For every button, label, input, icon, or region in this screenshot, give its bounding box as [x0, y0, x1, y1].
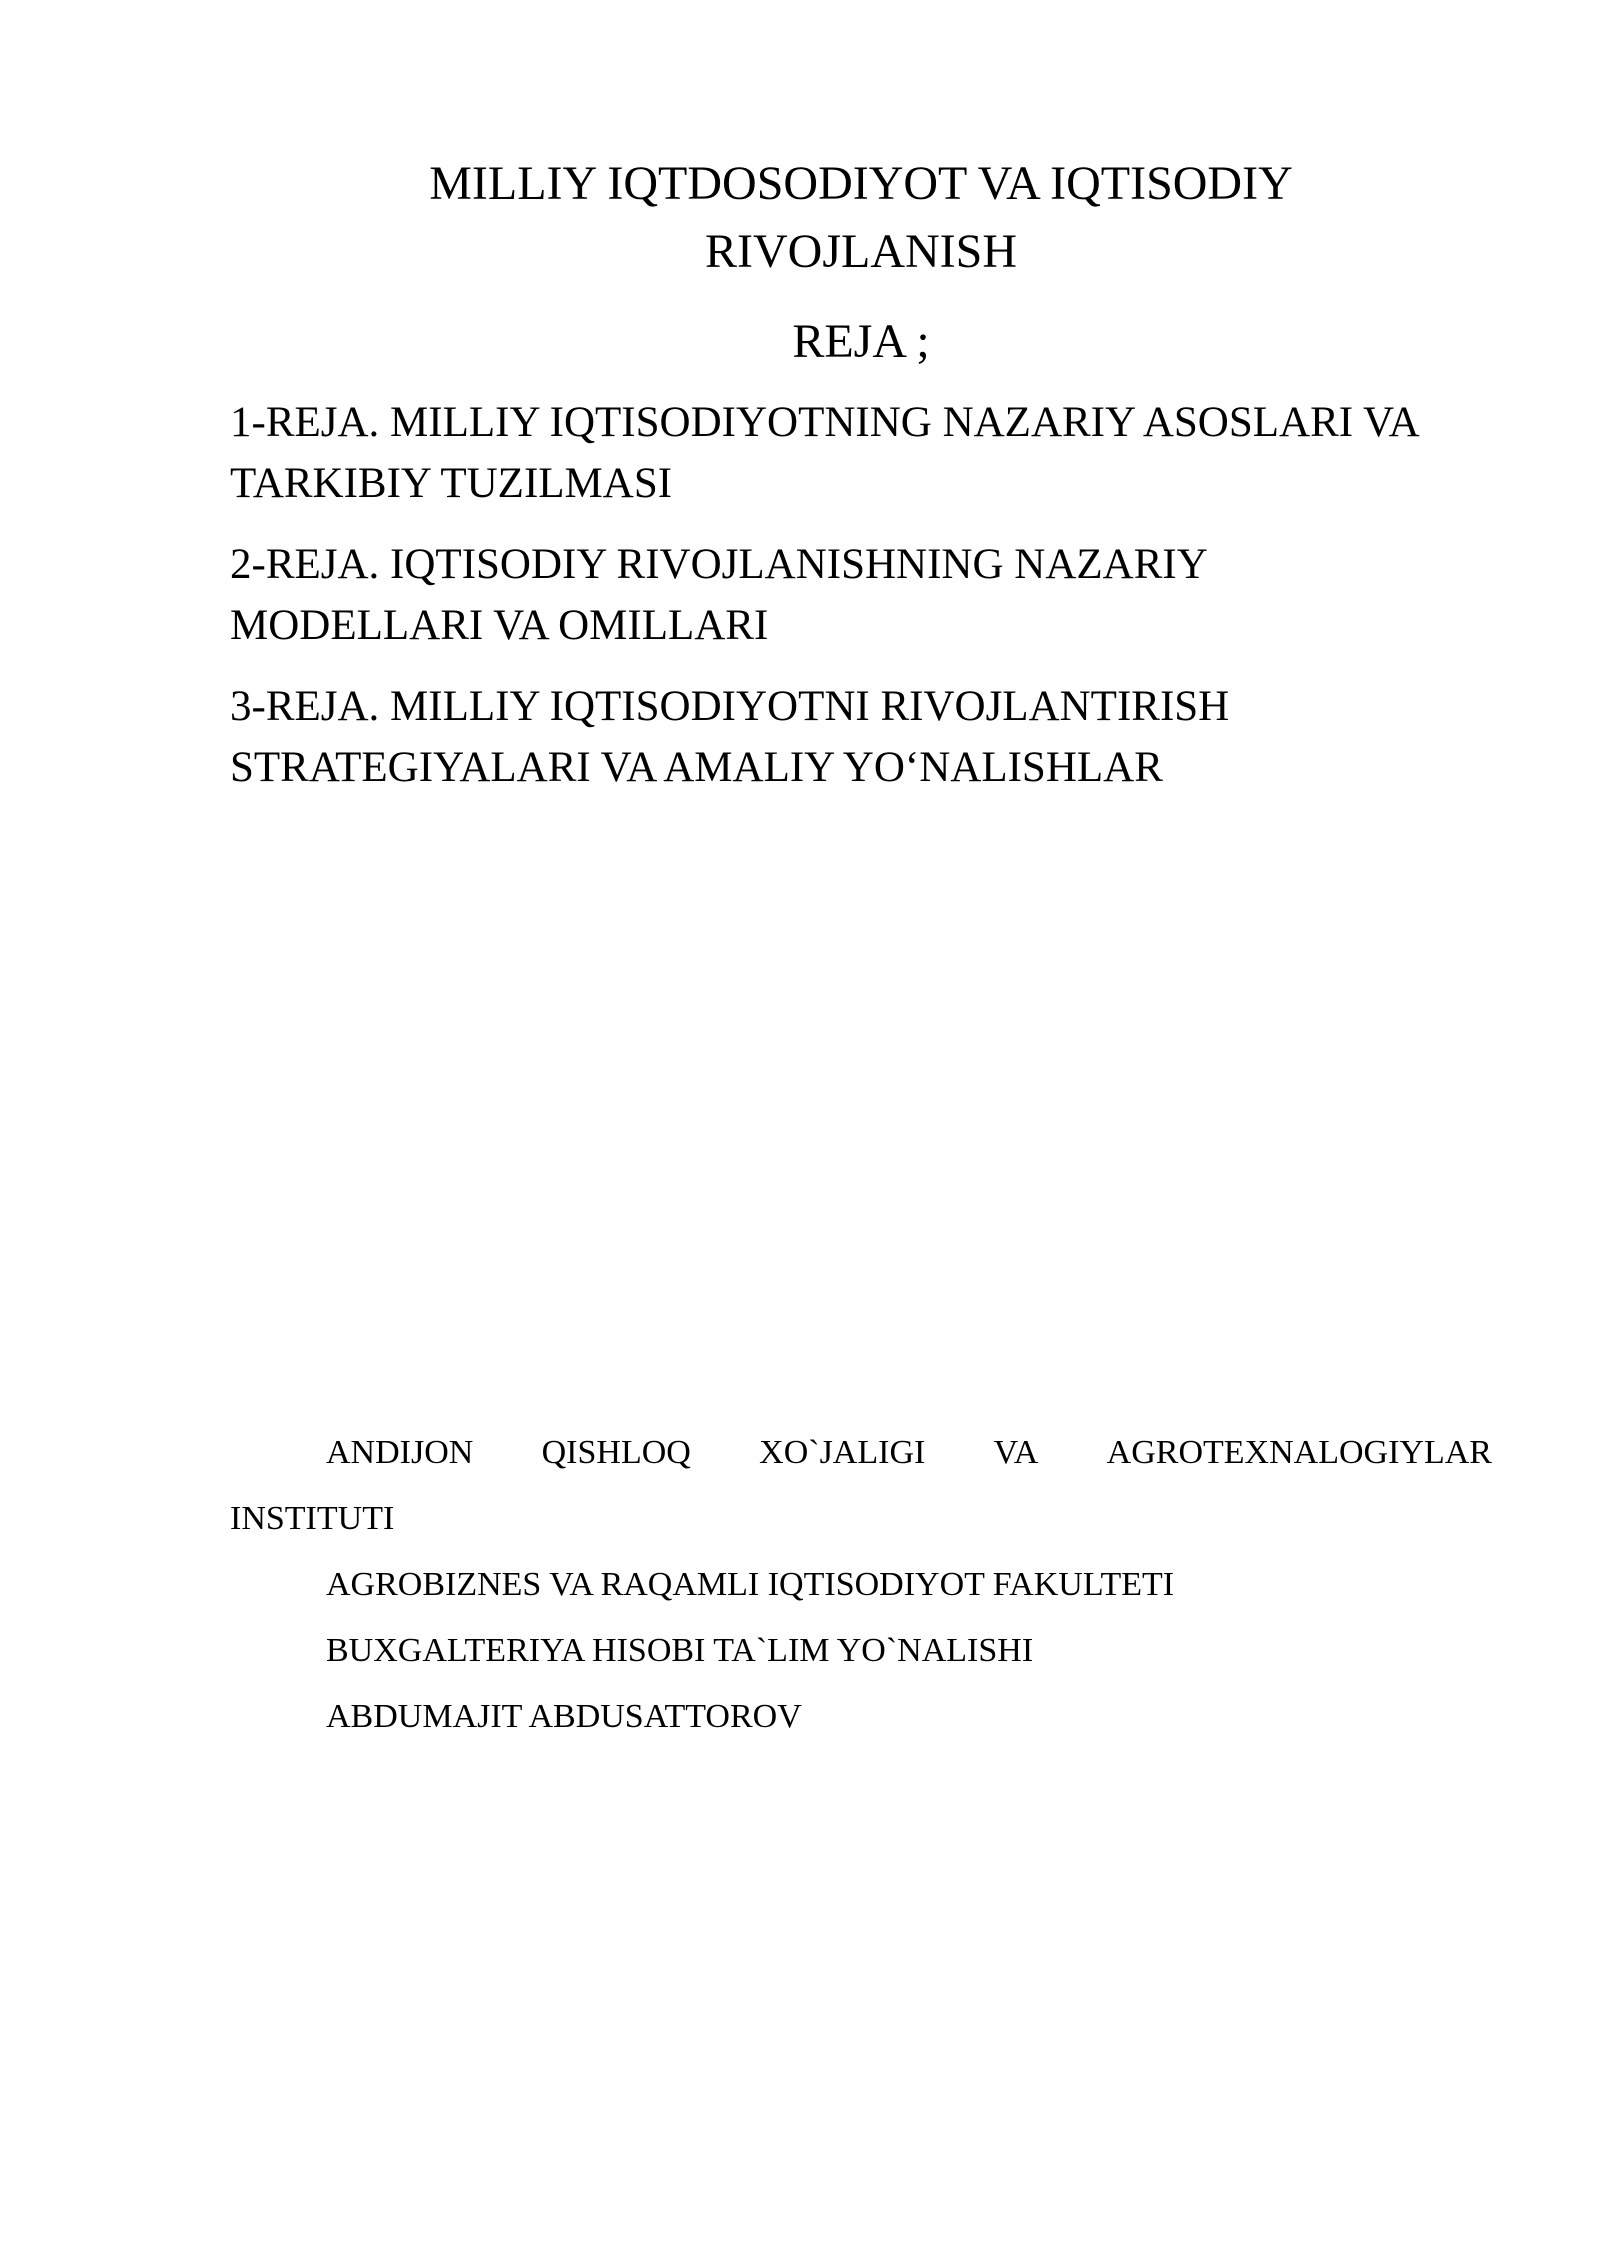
institute-word: ANDIJON: [326, 1434, 474, 1471]
institute-word: QISHLOQ: [541, 1434, 691, 1471]
institute-word: VA: [993, 1434, 1039, 1471]
institute-word: XO`JALIGI: [759, 1434, 926, 1471]
study-direction: BUXGALTERIYA HISOBI TA`LIM YO`NALISHI: [326, 1632, 1034, 1669]
institute-name-continuation: INSTITUTI: [230, 1500, 395, 1537]
document-title: MILLIY IQTDOSODIYOT VA IQTISODIY RIVOJLANISH: [429, 157, 1293, 278]
institute-word: AGROTEXNALOGIYLAR: [1106, 1434, 1492, 1471]
faculty-name: AGROBIZNES VA RAQAMLI IQTISODIYOT FAKULTETI: [326, 1566, 1175, 1603]
author-name: ABDUMAJIT ABDUSATTOROV: [326, 1698, 802, 1735]
institute-name-line: [230, 1420, 1492, 1486]
plan-item-3: 3-REJA. MILLIY IQTISODIYOTNI RIVOJLANTIRISH STRATEGIYALARI VA AMALIY YO‘NALISHLAR: [230, 683, 1230, 791]
plan-item-1: 1-REJA. MILLIY IQTISODIYOTNING NAZARIY ASOSLARI VA TARKIBIY TUZILMASI: [230, 399, 1418, 507]
author-info-block: [230, 1420, 1492, 1750]
plan-item-2: 2-REJA. IQTISODIY RIVOJLANISHNING NAZARIY MODELLARI VA OMILLARI: [230, 541, 1207, 649]
plan-heading: REJA ;: [792, 315, 930, 368]
plan-list: [230, 392, 1430, 818]
